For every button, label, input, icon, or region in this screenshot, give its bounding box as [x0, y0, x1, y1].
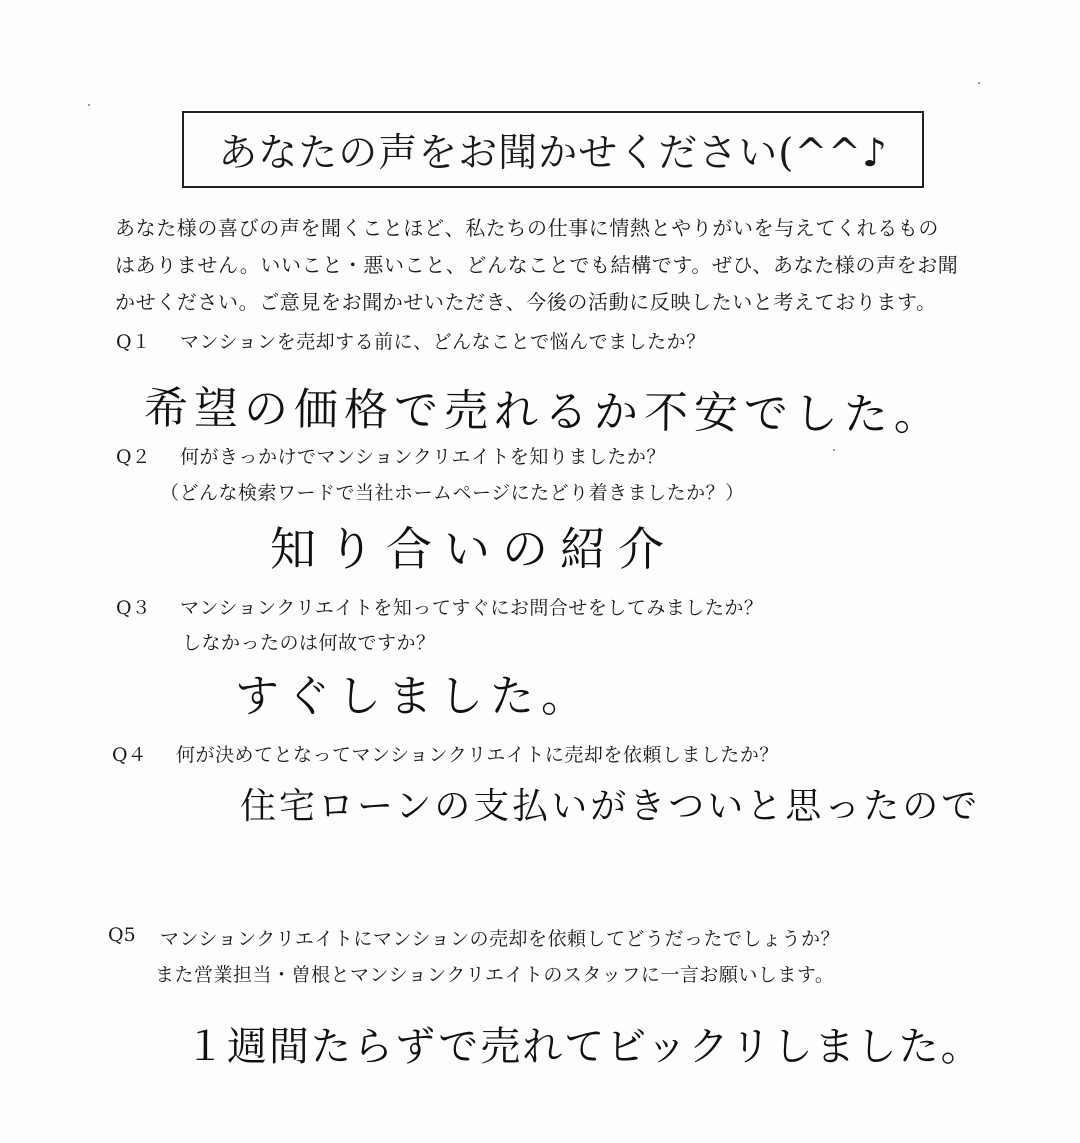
- question-2-text: 何がきっかけでマンションクリエイトを知りましたか？: [180, 446, 666, 468]
- question-label-4: Q４: [112, 744, 147, 766]
- intro-line: かせください。ご意見をお聞かせいただき、今後の活動に反映したいと考えております。: [115, 290, 937, 314]
- answer-5-handwritten: １週間たらずで売れてビックリしました。: [185, 1024, 983, 1070]
- intro-line: あなた様の喜びの声を聞くことほど、私たちの仕事に情熱とやりがいを与えてくれるもの: [115, 216, 939, 240]
- question-5-subtext: また営業担当・曽根とマンションクリエイトのスタッフに一言お願いします。: [155, 964, 835, 986]
- scan-speck: [88, 104, 90, 106]
- answer-2-handwritten: 知り合いの紹介: [270, 522, 676, 576]
- question-4-text: 何が決めてとなってマンションクリエイトに売却を依頼しましたか？: [176, 744, 779, 766]
- question-label-3: Q３: [116, 597, 151, 619]
- intro-line: はありません。いいこと・悪いこと、どんなことでも結構です。ぜひ、あなた様の声をお聞: [115, 253, 959, 277]
- question-1-text: マンションを売却する前に、どんなことで悩んでましたか？: [180, 331, 706, 353]
- scan-speck: [833, 449, 835, 451]
- question-5-text: マンションクリエイトにマンションの売却を依頼してどうだったでしょうか？: [160, 928, 841, 950]
- question-3-text: マンションクリエイトを知ってすぐにお問合せをしてみましたか？: [180, 597, 764, 619]
- scan-speck: [978, 82, 980, 84]
- question-3-subtext: しなかったのは何故ですか？: [182, 632, 436, 654]
- answer-1-handwritten: 希望の価格で売れるか不安でした。: [143, 383, 945, 441]
- answer-3-handwritten: すぐしました。: [235, 671, 592, 722]
- page-title: あなたの声をお聞かせください(^^♪: [218, 130, 888, 176]
- answer-4-handwritten: 住宅ローンの支払いがきついと思ったので: [240, 786, 981, 827]
- question-label-1: Q１: [116, 331, 151, 353]
- title-box: [182, 111, 924, 188]
- question-label-5: Q5: [108, 924, 136, 946]
- question-2-subtext: （どんな検索ワードで当社ホームページにたどり着きましたか？）: [160, 482, 745, 504]
- intro-paragraph: [115, 210, 995, 321]
- question-label-2: Q２: [116, 446, 151, 468]
